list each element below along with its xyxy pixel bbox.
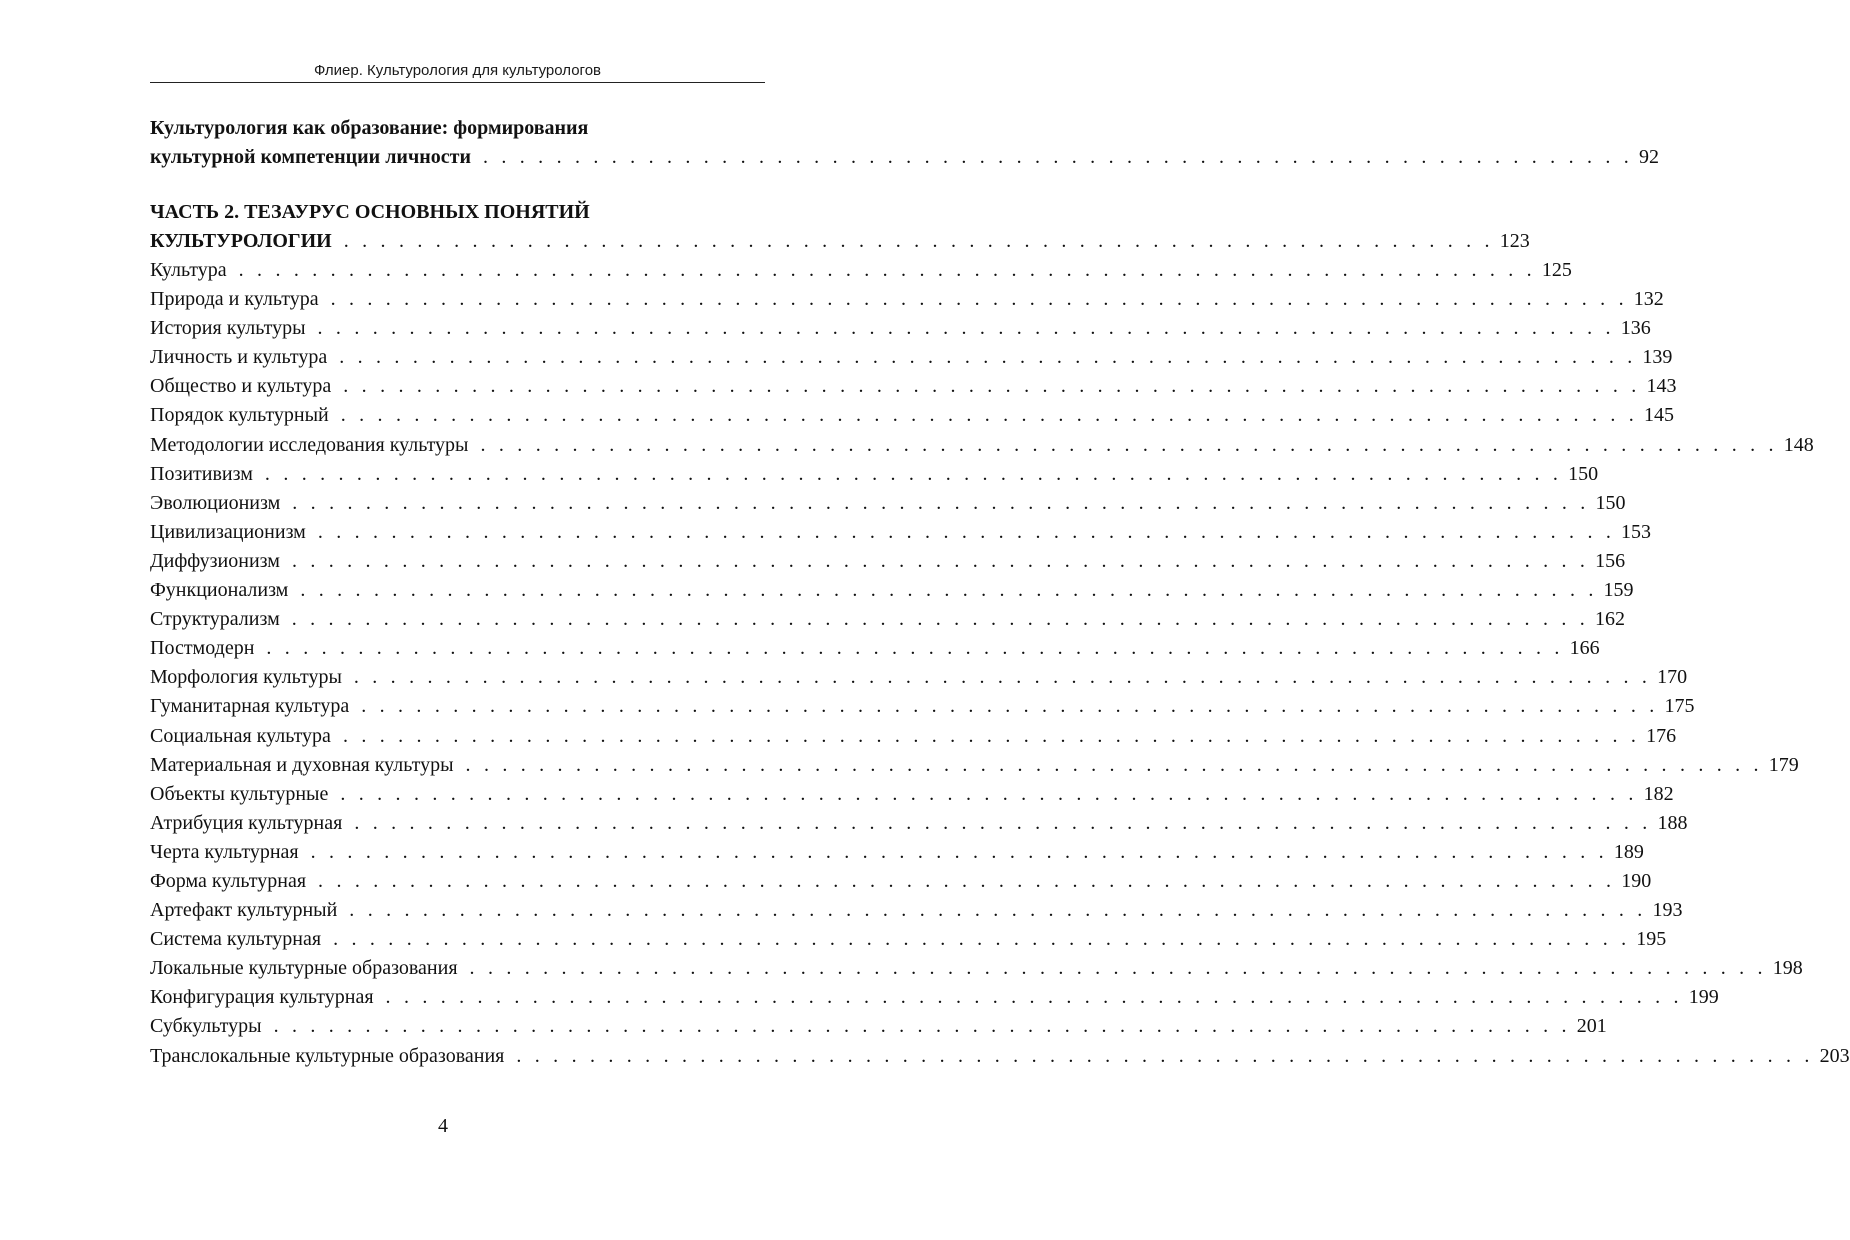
toc-section-title-line2: культурной компетенции личности <box>150 146 471 168</box>
toc-page-number: 170 <box>1657 666 1688 689</box>
toc-entry[interactable] <box>150 896 1683 925</box>
table-of-contents <box>150 114 1850 1071</box>
toc-entry-title: Порядок культурный <box>150 404 329 427</box>
dot-leader: . . . . . . . . . . . . . . . . . . . . . . . . . . . . . . . . . . . . . . . . . . . . . . . . . . . . . . . . . . . . . . . . . . . . . . . <box>342 724 1641 747</box>
toc-part-last-line <box>150 227 1530 256</box>
toc-page-number: 190 <box>1621 869 1652 892</box>
toc-page-number: 92 <box>1638 146 1659 168</box>
toc-entry[interactable] <box>150 838 1644 867</box>
toc-page-number: 132 <box>1633 288 1664 311</box>
toc-entry-title: Эволюционизм <box>150 491 281 514</box>
dot-leader: . . . . . . . . . . . . . . . . . . . . . . . . . . . . . . . . . . . . . . . . . . . . . . . . . . . . . . . . . . . . . . . . . . . . . . . <box>339 346 1637 369</box>
toc-page-number: 143 <box>1646 375 1677 398</box>
toc-page-number: 123 <box>1499 230 1530 252</box>
dot-leader: . . . . . . . . . . . . . . . . . . . . . . . . . . . . . . . . . . . . . . . . . . . . . . . . . . . . . . . . . . . . . . . . . . . . . . . <box>516 1044 1814 1067</box>
dot-leader: . . . . . . . . . . . . . . . . . . . . . . . . . . . . . . . . . . . . . . . . . . . . . . . . . . . . . . . . . . . . . . . . . . . . . . . <box>291 608 1589 631</box>
toc-entry[interactable] <box>150 663 1688 692</box>
toc-entry[interactable] <box>150 925 1667 954</box>
toc-entry[interactable] <box>150 605 1625 634</box>
toc-page-number: 176 <box>1646 724 1677 747</box>
toc-page-number: 198 <box>1772 957 1803 980</box>
toc-entry[interactable] <box>150 809 1688 838</box>
toc-entry-title: Атрибуция культурная <box>150 811 343 834</box>
toc-page-number: 156 <box>1595 549 1626 572</box>
toc-entry-title: Материальная и духовная культуры <box>150 753 454 776</box>
toc-entry-title: Культура <box>150 259 227 281</box>
toc-entry-title: Личность и культура <box>150 346 328 369</box>
dot-leader: . . . . . . . . . . . . . . . . . . . . . . . . . . . . . . . . . . . . . . . . . . . . . . . . . . . . . . . . . . . . . . . . . . . . . . . <box>330 288 1628 311</box>
toc-section-last-line <box>150 143 1659 172</box>
dot-leader: . . . . . . . . . . . . . . . . . . . . . . . . . . . . . . . . . . . . . . . . . . . . . . . . . . . . . . . . . . . . . . . . . . . . . . . <box>266 637 1564 660</box>
toc-entry[interactable] <box>150 1042 1850 1071</box>
toc-page-number: 193 <box>1652 899 1683 922</box>
dot-leader: . . . . . . . . . . . . . . . . . . . . . . . . . . . . . . . . . . . . . . . . . . . . . . . . . . . . . . . . . . . . . . . . . . . . . . . <box>291 549 1590 572</box>
toc-entry[interactable] <box>150 954 1803 983</box>
toc-entry-title: Морфология культуры <box>150 666 342 689</box>
toc-entry-title: Методологии исследования культуры <box>150 433 469 456</box>
toc-entry[interactable] <box>150 256 1572 285</box>
dot-leader: . . . . . . . . . . . . . . . . . . . . . . . . . . . . . . . . . . . . . . . . . . . . . . . . . . . . . . . . . . . . . . . . . . . . . . . <box>353 666 1652 689</box>
toc-entry[interactable] <box>150 372 1677 401</box>
toc-entry-title: Объекты культурные <box>150 782 329 805</box>
toc-entry-title: Система культурная <box>150 928 322 951</box>
toc-entry-title: Субкультуры <box>150 1015 262 1038</box>
toc-page-number: 136 <box>1620 317 1651 340</box>
toc-entry[interactable] <box>150 460 1599 489</box>
dot-leader: . . . . . . . . . . . . . . . . . . . . . . . . . . . . . . . . . . . . . . . . . . . . . . . . . . . . . . . . . . . . . . . . . . . . . . . <box>317 520 1616 543</box>
toc-entry-title: Гуманитарная культура <box>150 695 350 718</box>
toc-entry[interactable] <box>150 401 1674 430</box>
toc-part-title-line1: ЧАСТЬ 2. ТЕЗАУРУС ОСНОВНЫХ ПОНЯТИЙ <box>150 201 590 223</box>
toc-entry[interactable] <box>150 692 1695 721</box>
toc-entry[interactable] <box>150 285 1664 314</box>
toc-section-title-line1: Культурология как образование: формирования <box>150 117 589 139</box>
toc-entry[interactable] <box>150 547 1626 576</box>
dot-leader: . . . . . . . . . . . . . . . . . . . . . . . . . . . . . . . . . . . . . . . . . . . . . . . . . . . . . . . . . . . . . . . . . . . . . . . <box>340 404 1638 427</box>
toc-page-number: 199 <box>1688 986 1719 1009</box>
dot-leader: . . . . . . . . . . . . . . . . . . . . . . . . . . . . . . . . . . . . . . . . . . . . . . . . . . . . . . . . . . . . . . . . . . . . . . . <box>354 811 1652 834</box>
dot-leader: . . . . . . . . . . . . . . . . . . . . . . . . . . . . . . . . . . . . . . . . . . . . . . . . . . . . . . . . . . . . . . . . . . . . . . . <box>385 986 1683 1009</box>
toc-entry[interactable] <box>150 634 1600 663</box>
toc-page-number: 162 <box>1594 608 1625 631</box>
toc-entry[interactable] <box>150 431 1814 460</box>
toc-page-number: 150 <box>1595 491 1626 514</box>
dot-leader: . . . . . . . . . . . . . . . . . . . . . . . . . . . . . . . . . . . . . . . . . . . . . . . . . . . . . . . . . . . . . . . . . . . . . . . <box>317 317 1615 340</box>
toc-entry-title: Диффузионизм <box>150 549 280 572</box>
toc-page-number: 195 <box>1636 928 1667 951</box>
toc-page-number: 148 <box>1783 433 1814 456</box>
toc-entry[interactable] <box>150 751 1799 780</box>
toc-entry-list <box>150 256 1850 1071</box>
toc-entry-title: Постмодерн <box>150 637 255 660</box>
dot-leader: . . . . . . . . . . . . . . . . . . . . . . . . . . . . . . . . . . . . . . . . . . . . . . . . . . . . . . . . . . . . . . . . . . . . . . . <box>292 491 1590 514</box>
toc-page-number: 139 <box>1642 346 1673 369</box>
toc-part-heading[interactable] <box>150 198 1530 256</box>
toc-entry-title: Черта культурная <box>150 840 299 863</box>
toc-page-number: 166 <box>1569 637 1600 660</box>
toc-entry-title: Транслокальные культурные образования <box>150 1044 505 1067</box>
toc-page-number: 125 <box>1541 259 1572 281</box>
toc-page-number: 150 <box>1568 462 1599 485</box>
toc-entry[interactable] <box>150 722 1677 751</box>
toc-entry-title: Позитивизм <box>150 462 253 485</box>
dot-leader: . . . . . . . . . . . . . . . . . . . . . . . . . . . . . . . . . . . . . . . . . . . . . . . . . . . . . . . . . . . . . . . . . . . . . . . <box>273 1015 1571 1038</box>
toc-entry-title: Функционализм <box>150 579 289 602</box>
dot-leader: . . . . . . . . . . . . . . . . . . . . . . . . . . . . . . . . . . . . . . . . . . . . . . . . . . . . . . . . . . . . . . . . . . . . . . . <box>264 462 1563 485</box>
dot-leader: . . . . . . . . . . . . . . . . . . . . . . . . . . . . . . . . . . . . . . . . . . . . . . . . . . . . . . . . . . . . . . . . . . . . . . . <box>469 957 1767 980</box>
toc-entry-title: Природа и культура <box>150 288 319 311</box>
dot-leader: . . . . . . . . . . . . . . . . . . . . . . . . . . . . . . . . . . . . . . . . . . . . . . . . . . . . . . . . . . . . . . . . . . . . . . . <box>361 695 1659 718</box>
toc-entry-title: Форма культурная <box>150 869 307 892</box>
toc-page-number: 203 <box>1819 1044 1850 1067</box>
toc-entry[interactable] <box>150 867 1652 896</box>
toc-entry[interactable] <box>150 576 1634 605</box>
toc-page-number: 153 <box>1621 520 1652 543</box>
toc-entry[interactable] <box>150 314 1651 343</box>
toc-entry[interactable] <box>150 343 1673 372</box>
dot-leader: . . . . . . . . . . . . . . . . . . . . . . . . . . . . . . . . . . . . . . . . . . . . . . . . . . . . . . . . . . . . . . . <box>482 146 1633 168</box>
toc-page-number: 188 <box>1657 811 1688 834</box>
toc-page-number: 201 <box>1576 1015 1607 1038</box>
toc-page-number: 159 <box>1603 579 1634 602</box>
toc-entry-title: История культуры <box>150 317 306 340</box>
toc-entry[interactable] <box>150 1012 1607 1041</box>
dot-leader: . . . . . . . . . . . . . . . . . . . . . . . . . . . . . . . . . . . . . . . . . . . . . . . . . . . . . . . . . . . . . . . <box>343 230 1494 252</box>
dot-leader: . . . . . . . . . . . . . . . . . . . . . . . . . . . . . . . . . . . . . . . . . . . . . . . . . . . . . . . . . . . . . . . . . . . . . . . <box>318 869 1616 892</box>
toc-entry[interactable] <box>150 780 1674 809</box>
page-number: 4 <box>438 1115 448 1137</box>
dot-leader: . . . . . . . . . . . . . . . . . . . . . . . . . . . . . . . . . . . . . . . . . . . . . . . . . . . . . . . . . . . . . . . . . . . . . . . <box>465 753 1763 776</box>
toc-entry-title: Социальная культура <box>150 724 331 747</box>
toc-entry-title: Артефакт культурный <box>150 899 338 922</box>
dot-leader: . . . . . . . . . . . . . . . . . . . . . . . . . . . . . . . . . . . . . . . . . . . . . . . . . . . . . . . . . . . . . . . . . . . . . . . <box>310 840 1608 863</box>
dot-leader: . . . . . . . . . . . . . . . . . . . . . . . . . . . . . . . . . . . . . . . . . . . . . . . . . . . . . . . . . . . . . . . . . . . . . . . <box>343 375 1641 398</box>
dot-leader: . . . . . . . . . . . . . . . . . . . . . . . . . . . . . . . . . . . . . . . . . . . . . . . . . . . . . . . . . . . . . . . . . . . . . . . <box>300 579 1598 602</box>
toc-entry-title: Конфигурация культурная <box>150 986 374 1009</box>
dot-leader: . . . . . . . . . . . . . . . . . . . . . . . . . . . . . . . . . . . . . . . . . . . . . . . . . . . . . . . . . . . . . . . . . . . . . . . <box>340 782 1638 805</box>
toc-page-number: 175 <box>1664 695 1695 718</box>
dot-leader: . . . . . . . . . . . . . . . . . . . . . . . . . . . . . . . . . . . . . . . . . . . . . . . . . . . . . . . . . . . . . . . . . . . . . . . <box>238 259 1536 281</box>
toc-entry[interactable] <box>150 983 1719 1012</box>
toc-part-title-line2: КУЛЬТУРОЛОГИИ <box>150 230 332 252</box>
toc-page-number: 182 <box>1643 782 1674 805</box>
toc-section-intro[interactable] <box>150 114 1659 172</box>
toc-entry[interactable] <box>150 489 1626 518</box>
toc-page-number: 179 <box>1768 753 1799 776</box>
toc-page-number: 189 <box>1613 840 1644 863</box>
toc-entry-title: Цивилизационизм <box>150 520 306 543</box>
header-rule <box>150 82 765 83</box>
toc-entry-title: Общество и культура <box>150 375 332 398</box>
dot-leader: . . . . . . . . . . . . . . . . . . . . . . . . . . . . . . . . . . . . . . . . . . . . . . . . . . . . . . . . . . . . . . . . . . . . . . . <box>480 433 1778 456</box>
toc-entry[interactable] <box>150 518 1652 547</box>
toc-entry-title: Структурализм <box>150 608 280 631</box>
toc-entry-title: Локальные культурные образования <box>150 957 458 980</box>
dot-leader: . . . . . . . . . . . . . . . . . . . . . . . . . . . . . . . . . . . . . . . . . . . . . . . . . . . . . . . . . . . . . . . . . . . . . . . <box>333 928 1631 951</box>
dot-leader: . . . . . . . . . . . . . . . . . . . . . . . . . . . . . . . . . . . . . . . . . . . . . . . . . . . . . . . . . . . . . . . . . . . . . . . <box>349 899 1647 922</box>
running-head: Флиер. Культурология для культурологов <box>313 62 602 79</box>
toc-page-number: 145 <box>1643 404 1674 427</box>
